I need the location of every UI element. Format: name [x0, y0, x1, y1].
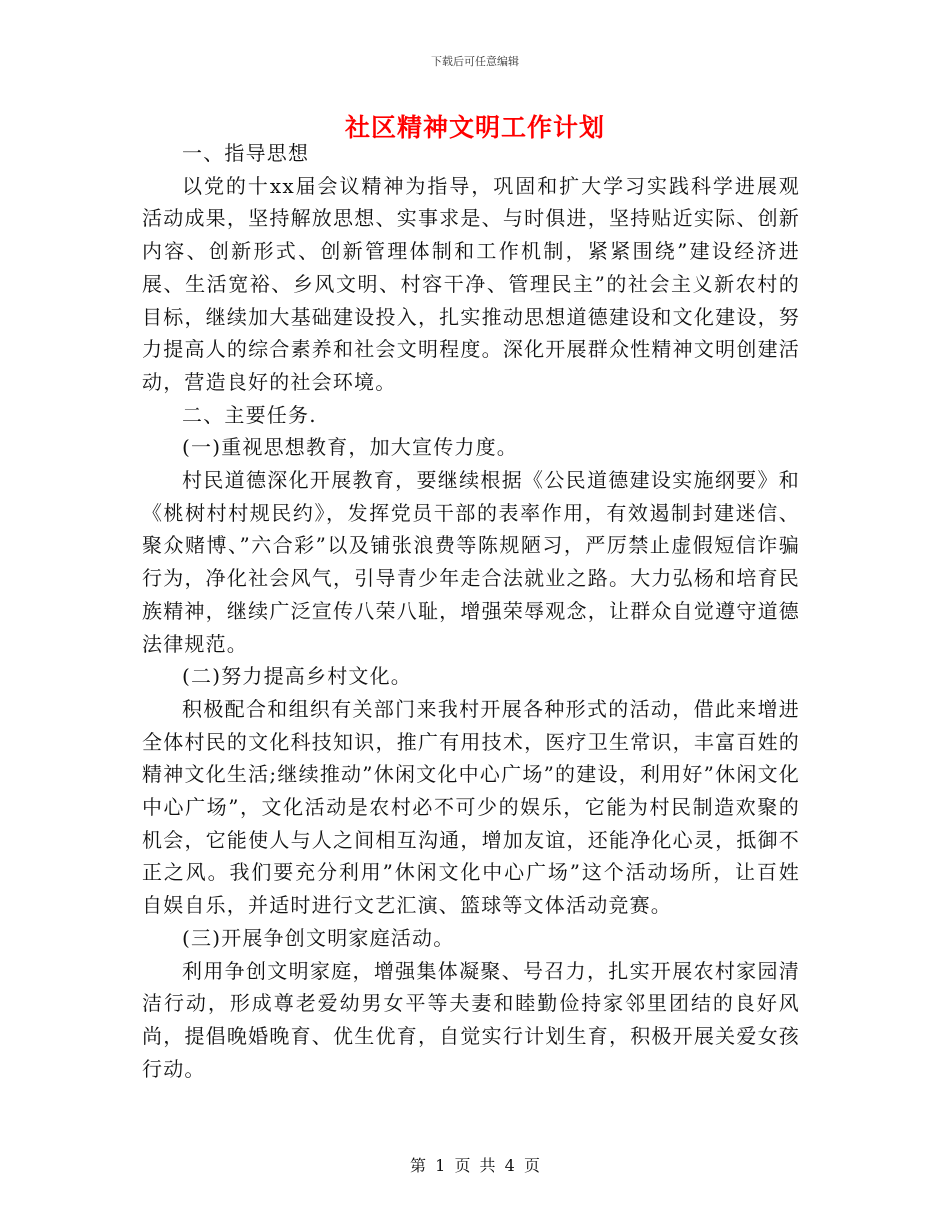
paragraph-rural-culture: 积极配合和组织有关部门来我村开展各种形式的活动，借此来增进全体村民的文化科技知识，推广有用技术，医疗卫生常识，丰富百姓的精神文化生活;继续推动”休闲文化中心广场”的建设，利用好”休闲文化中心广场”，文化活动是农村必不可少的娱乐，它能为村民制造欢聚的机会，它能使人与人之间相互沟通，增加友谊，还能净化心灵，抵御不正之风。我们要充分利用”休闲文化中心广场”这个活动场所，让百姓自娱自乐，并适时进行文艺汇演、篮球等文体活动竞赛。 [142, 696, 800, 918]
header-note: 下载后可任意编辑 [431, 55, 519, 68]
footer-total-prefix: 共 [479, 1156, 496, 1175]
subheading-civilized-family: (三)开展争创文明家庭活动。 [182, 925, 455, 950]
subheading-ideological-education: (一)重视思想教育，加大宣传力度。 [182, 435, 519, 460]
current-page-number: 1 [435, 1156, 446, 1175]
footer-suffix: 页 [523, 1156, 540, 1175]
footer-page-word: 页 [454, 1156, 471, 1175]
total-page-count: 4 [504, 1156, 515, 1175]
paragraph-ideological-education: 村民道德深化开展教育，要继续根据《公民道德建设实施纲要》和《桃树村村规民约》，发挥党员干部的表率作用，有效遏制封建迷信、聚众赌博、”六合彩”以及铺张浪费等陈规陋习，严厉禁止虚假短信诈骗行为，净化社会风气，引导青少年走合法就业之路。大力弘杨和培育民族精神，继续广泛宣传八荣八耻，增强荣辱观念，让群众自觉遵守道德法律规范。 [142, 468, 800, 656]
section-heading-main-tasks: 二、主要任务. [182, 402, 317, 427]
paragraph-guiding-ideology: 以党的十xx届会议精神为指导，巩固和扩大学习实践科学进展观活动成果，坚持解放思想、实事求是、与时俱进，坚持贴近实际、创新内容、创新形式、创新管理体制和工作机制，紧紧围绕”建设经济进展、生活宽裕、乡风文明、村容干净、管理民主”的社会主义新农村的目标，继续加大基础建设投入，扎实推动思想道德建设和文化建设，努力提高人的综合素养和社会文明程度。深化开展群众性精神文明创建活动，营造良好的社会环境。 [142, 173, 800, 394]
document-body [142, 137, 800, 1085]
section-heading-guiding-ideology: 一、指导思想 [182, 141, 310, 165]
page-footer [0, 1153, 950, 1176]
subheading-rural-culture: (二)努力提高乡村文化。 [182, 664, 413, 689]
paragraph-civilized-family: 利用争创文明家庭，增强集体凝聚、号召力，扎实开展农村家园清洁行动，形成尊老爱幼男女平等夫妻和睦勤俭持家邻里团结的良好风尚，提倡晚婚晚育、优生优育，自觉实行计划生育，积极开展关爱女孩行动。 [142, 958, 800, 1081]
document-title: 社区精神文明工作计划 [344, 113, 605, 142]
footer-prefix: 第 [410, 1156, 427, 1175]
